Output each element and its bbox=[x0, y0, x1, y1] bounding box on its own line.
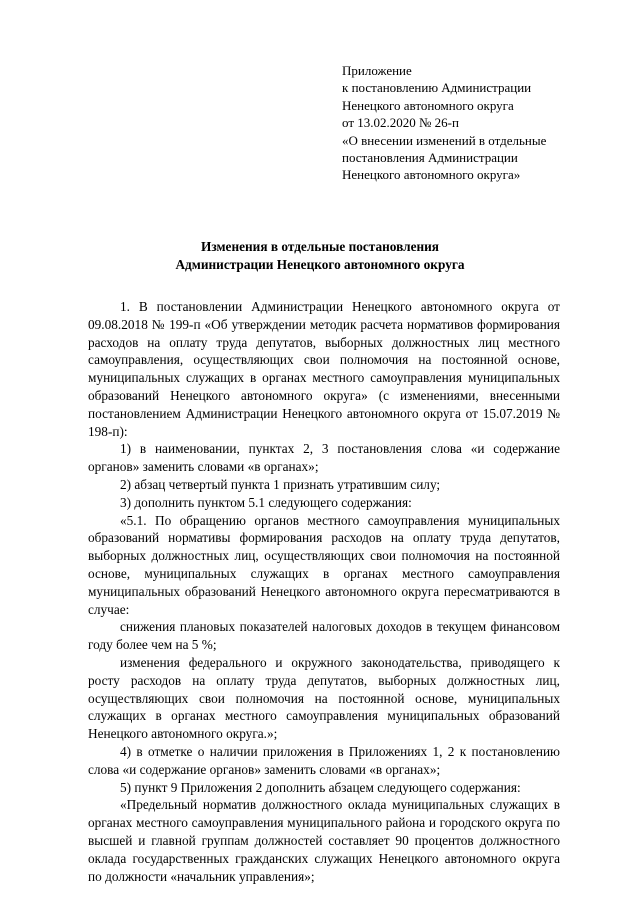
paragraph-1: 1. В постановлении Администрации Ненецкого автономного округа от 09.08.2018 № 199-п «Об утверждении методик расчета нормативов формирования расходов на оплату труда депутатов, выборных должностных лиц местного самоуправления, осуществляющих свои полномочия на постоянной основе, муниципальных служащих в органах местного самоуправления муниципальных образований Ненецкого автономного округа» (с изменениями, внесенными постановлением Администрации Ненецкого автономного округа от 15.07.2019 № 198-п): bbox=[88, 299, 560, 439]
annex-line: от 13.02.2020 № 26-п bbox=[342, 115, 459, 131]
document-body bbox=[88, 298, 560, 885]
paragraph-10: «Предельный норматив должностного оклада муниципальных служащих в органах местного самоуправления муниципального района и городского округа по высшей и главной группам должностей составляет 90 процентов должностного оклада государственных гражданских служащих Ненецкого автономного округа по должности «начальник управления»; bbox=[88, 797, 560, 884]
title-line-1: Изменения в отдельные постановления bbox=[201, 239, 439, 254]
paragraph-8: 4) в отметке о наличии приложения в Приложениях 1, 2 к постановлению слова «и содержание органов» заменить словами «в органах»; bbox=[88, 743, 560, 777]
annex-line: Ненецкого автономного округа» bbox=[342, 167, 521, 183]
annex-header bbox=[342, 62, 602, 184]
paragraph-5: «5.1. По обращению органов местного самоуправления муниципальных образований нормативы формирования расходов на оплату труда депутатов, выборных должностных лиц, осуществляющих свои полномочия на постоянной основе, муниципальных служащих в органах местного самоуправления муниципальных образований Ненецкого автономного округа пересматриваются в случае: bbox=[88, 512, 560, 617]
paragraph-7: изменения федерального и окружного законодательства, приводящего к росту расходов на оплату труда депутатов, выборных должностных лиц, осуществляющих свои полномочия на постоянной основе, муниципальных служащих в органах местного самоуправления муниципальных образований Ненецкого автономного округа.»; bbox=[88, 654, 560, 742]
annex-line: к постановлению Администрации bbox=[342, 80, 532, 96]
paragraph-9: 5) пункт 9 Приложения 2 дополнить абзацем следующего содержания: bbox=[120, 779, 521, 795]
annex-line: «О внесении изменений в отдельные bbox=[342, 132, 547, 148]
annex-line: Ненецкого автономного округа bbox=[342, 97, 514, 113]
title-line-2: Администрации Ненецкого автономного округа bbox=[175, 256, 465, 272]
paragraph-4: 3) дополнить пунктом 5.1 следующего содержания: bbox=[120, 494, 412, 510]
paragraph-6: снижения плановых показателей налоговых доходов в текущем финансовом году более чем на 5 %; bbox=[88, 619, 560, 653]
annex-line: постановления Администрации bbox=[342, 150, 518, 166]
annex-line: Приложение bbox=[342, 63, 412, 78]
paragraph-3: 2) абзац четвертый пункта 1 признать утратившим силу; bbox=[120, 476, 441, 492]
document-title bbox=[0, 238, 640, 273]
paragraph-2: 1) в наименовании, пунктах 2, 3 постановления слова «и содержание органов» заменить словами «в органах»; bbox=[88, 441, 560, 475]
